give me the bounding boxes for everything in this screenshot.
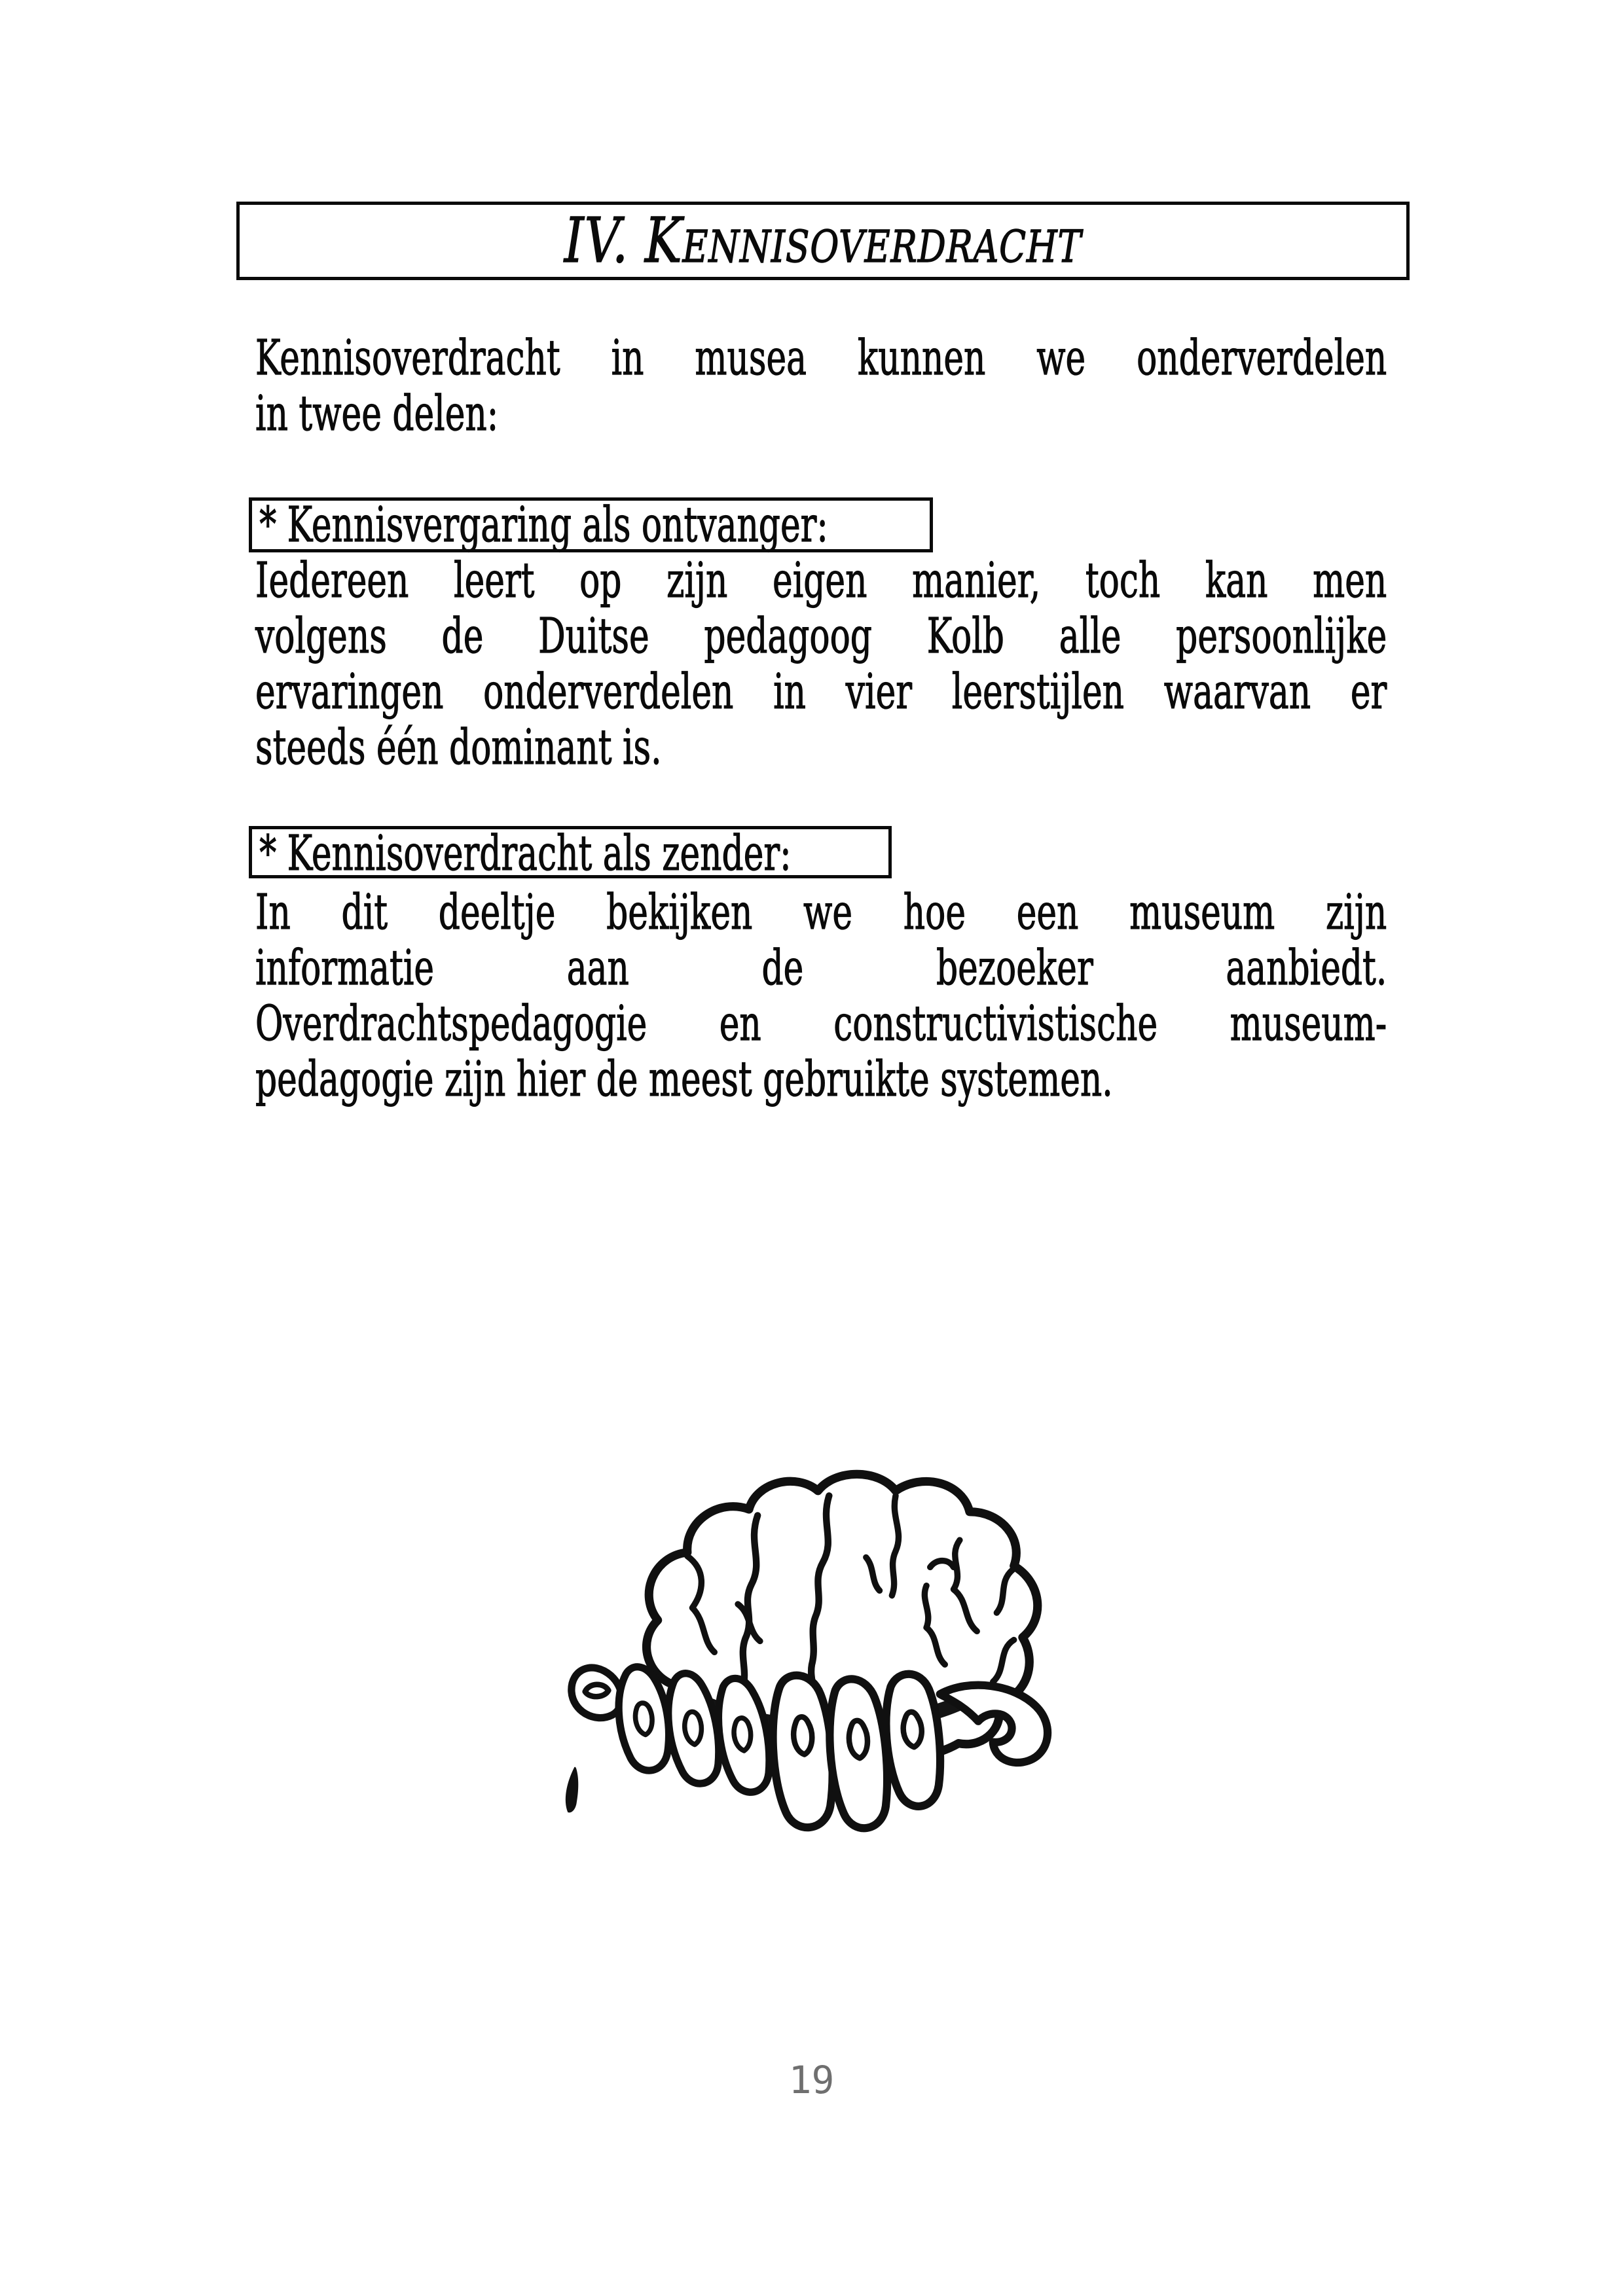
section-paragraph-ontvanger — [255, 553, 1387, 776]
text-line: Iedereen leert op zijn eigen manier, toch kan men — [255, 552, 1387, 609]
section-heading: * Kennisvergaring als ontvanger: — [259, 497, 828, 553]
intro-paragraph — [255, 331, 1387, 442]
text-line: pedagogie zijn hier de meest gebruikte systemen. — [255, 1051, 1113, 1107]
section-heading: * Kennisoverdracht als zender: — [259, 825, 792, 882]
text-line: volgens de Duitse pedagoog Kolb alle persoonlijke — [255, 608, 1387, 664]
page-number: 19 — [788, 2058, 835, 2102]
text-line: In dit deeltje bekijken we hoe een museum zijn — [255, 884, 1387, 941]
chapter-title-box — [236, 202, 1410, 280]
brain-illustration — [537, 1446, 1087, 1865]
ink-fleck — [566, 1767, 578, 1813]
text-line: informatie aan de bezoeker aanbiedt. — [255, 940, 1387, 996]
section-paragraph-zender — [255, 885, 1387, 1107]
text-line: Overdrachtspedagogie en constructivistische museum- — [255, 996, 1387, 1052]
chapter-title: IV. Kennisoverdracht — [564, 204, 1082, 277]
section-heading-box-zender — [249, 825, 892, 882]
text-line: Kennisoverdracht in musea kunnen we onderverdelen — [255, 330, 1387, 386]
text-line: ervaringen onderverdelen in vier leerstijlen waarvan er — [255, 664, 1387, 720]
text-line: in twee delen: — [255, 386, 499, 442]
section-heading-box-ontvanger — [249, 497, 933, 552]
text-line: steeds één dominant is. — [255, 719, 662, 776]
